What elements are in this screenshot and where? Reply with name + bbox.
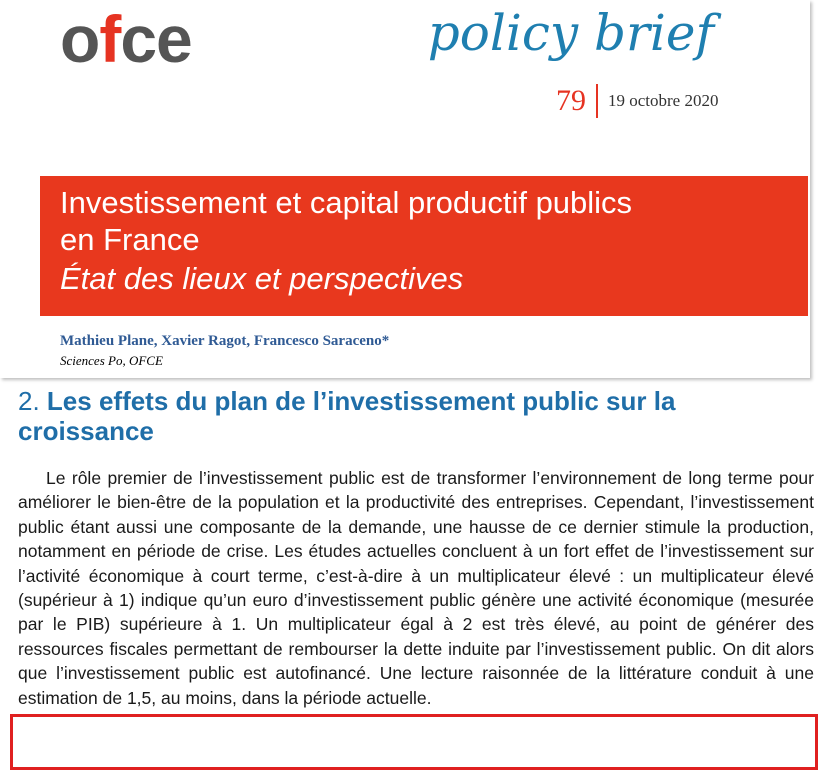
brief-subtitle: État des lieux et perspectives	[60, 261, 464, 296]
brief-header-page	[0, 0, 810, 378]
section-title: Les effets du plan de l’investissement public sur la croissance	[18, 386, 676, 446]
body-paragraph	[18, 466, 814, 710]
issue-number: 79	[556, 84, 586, 117]
brief-title-line-1: Investissement et capital productif publics	[60, 185, 633, 220]
section-heading	[18, 386, 738, 446]
ofce-logo: ofce	[60, 2, 192, 76]
body-text: Le rôle premier de l’investissement public est de transformer l’environnement de long terme pour améliorer le bien-être de la population et la productivité des entreprises. Cependant, l’investissement public étant aussi une composante de la demande, une hausse de ce dernier stimule la production, notamment en période de crise. Les études actuelles concluent à un fort effet de l’investissement sur l’activité économique à court terme, c’est-à-dire à un multiplicateur élevé : un multiplicateur élevé (supérieur à 1) indique qu’un euro d’investissement public génère une activité économique (mesurée par le PIB) supérieure à 1. Un multiplicateur égal à 2 est très élevé, au point de générer des ressources fiscales permettant de rembourser la dette induite par l’investissement public. On dit alors que l’investissement public est autofinancé. Une lecture raisonnée de la littérature conduit à une estimation de 1,5, au moins, dans la période actuelle.	[18, 468, 814, 708]
series-title: policy brief	[427, 4, 714, 62]
highlight-box	[10, 714, 818, 770]
issue-separator	[596, 84, 598, 118]
section-number: 2.	[18, 386, 40, 416]
brief-title-line-2: en France	[60, 222, 200, 257]
issue-date: 19 octobre 2020	[608, 91, 719, 110]
issue-info	[556, 84, 718, 118]
title-band	[40, 176, 808, 316]
affiliation: Sciences Po, OFCE	[60, 353, 163, 368]
authors: Mathieu Plane, Xavier Ragot, Francesco Saraceno*	[60, 333, 390, 349]
